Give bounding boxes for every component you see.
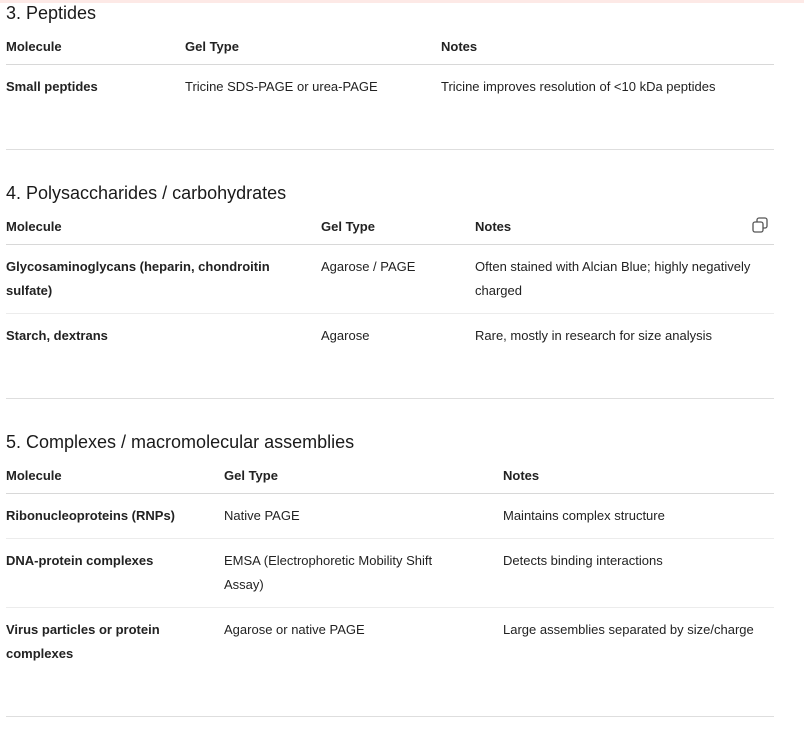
cell-gel-type: Native PAGE <box>224 494 503 539</box>
cell-notes: Large assemblies separated by size/charge <box>503 622 754 637</box>
cell-molecule: Small peptides <box>6 79 98 94</box>
cell-notes: Often stained with Alcian Blue; highly negatively charged <box>475 245 774 314</box>
table-header-row <box>6 28 774 65</box>
complexes-table <box>6 457 774 676</box>
polysaccharides-table <box>6 208 774 358</box>
section-title: 4. Polysaccharides / carbohydrates <box>6 183 287 203</box>
cell-molecule: Ribonucleoproteins (RNPs) <box>6 494 224 539</box>
header-gel-type: Gel Type <box>185 28 441 65</box>
section-title: 3. Peptides <box>6 3 97 23</box>
copy-table-button[interactable] <box>751 216 769 234</box>
copy-icon <box>751 216 769 234</box>
header-notes: Notes <box>503 457 774 494</box>
cell-gel-type: Tricine SDS-PAGE or urea-PAGE <box>185 79 378 94</box>
cell-notes: Tricine improves resolution of <10 kDa peptides <box>441 79 716 94</box>
header-notes: Notes <box>475 208 774 245</box>
cell-molecule: Virus particles or protein complexes <box>6 622 160 661</box>
table-row <box>6 245 774 314</box>
header-gel-type: Gel Type <box>321 208 475 245</box>
section-divider <box>6 716 774 717</box>
top-border <box>0 0 804 3</box>
table-row <box>6 494 774 539</box>
cell-molecule: Starch, dextrans <box>6 328 108 343</box>
section-divider <box>6 149 774 150</box>
table-header-row <box>6 457 774 494</box>
cell-notes: Rare, mostly in research for size analysis <box>475 328 712 343</box>
cell-molecule: DNA-protein complexes <box>6 539 224 608</box>
header-molecule: Molecule <box>6 28 185 65</box>
cell-gel-type: Agarose <box>321 328 370 343</box>
cell-notes: Maintains complex structure <box>503 494 774 539</box>
header-molecule: Molecule <box>6 457 224 494</box>
cell-gel-type: EMSA (Electrophoretic Mobility Shift Assay) <box>224 539 503 608</box>
cell-gel-type: Agarose or native PAGE <box>224 622 365 637</box>
table-header-row <box>6 208 774 245</box>
cell-notes: Detects binding interactions <box>503 539 774 608</box>
header-molecule: Molecule <box>6 208 321 245</box>
cell-gel-type: Agarose / PAGE <box>321 245 475 314</box>
section-divider <box>6 398 774 399</box>
header-notes: Notes <box>441 28 774 65</box>
table-row <box>6 314 774 359</box>
table-row <box>6 65 774 110</box>
section-title: 5. Complexes / macromolecular assemblies <box>6 432 355 452</box>
header-gel-type: Gel Type <box>224 457 503 494</box>
table-row <box>6 539 774 608</box>
cell-molecule: Glycosaminoglycans (heparin, chondroitin sulfate) <box>6 245 321 314</box>
table-row <box>6 608 774 677</box>
peptides-table <box>6 28 774 109</box>
